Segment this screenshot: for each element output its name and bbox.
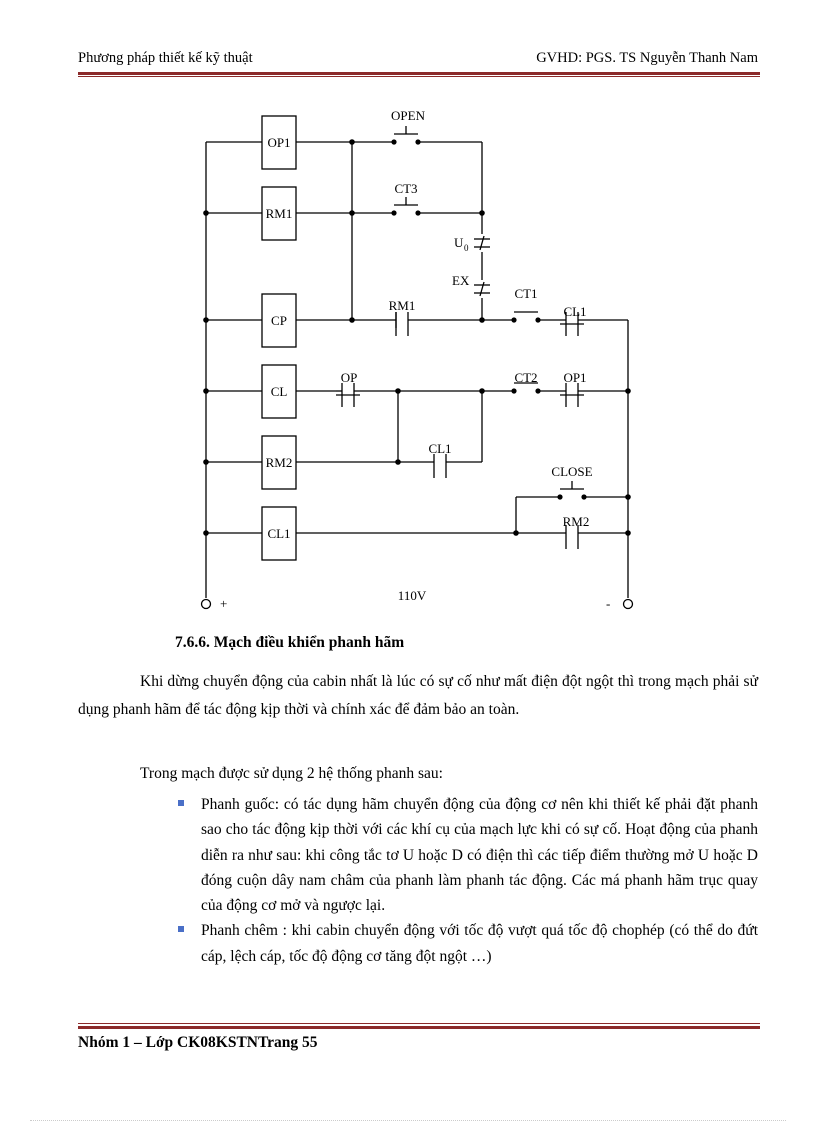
square-bullet-icon [178,800,184,806]
coil-cp-label: CP [271,313,287,328]
footer-group: Nhóm 1 – Lớp CK08KSTN [78,1034,258,1051]
coil-op1-label: OP1 [267,135,291,150]
coil-rm1 [262,187,296,240]
page-boundary [30,1120,786,1121]
list-item [178,918,758,969]
label-op1-contact: OP1 [563,370,587,385]
brake-list [178,792,758,969]
coil-cp [262,294,296,347]
label-ct2: CT2 [514,370,538,385]
label-close: CLOSE [551,464,593,479]
coil-op1 [262,116,296,169]
list-item-text: Phanh chêm : khi cabin chuyển động với tốc độ vượt quá tốc độ chophép (có thể do đứt cáp, lệch cáp, tốc độ động cơ tăng đột ngột …) [201,922,758,965]
label-op: OP [340,370,358,385]
coil-rm1-label: RM1 [265,206,293,221]
footer-rule [78,1026,760,1029]
coil-rm2-label: RM2 [265,455,293,470]
coil-cl1-label: CL1 [267,526,291,541]
label-minus: - [606,596,611,611]
label-cl1-top: CL1 [563,304,587,319]
label-rm2-contact: RM2 [562,514,590,529]
page-footer [78,1034,318,1052]
paragraph-intro: Khi dừng chuyển động của cabin nhất là lúc có sự cố như mất điện đột ngột thì trong mạch phải sử dụng phanh hãm để tác động kịp thời và chính xác để đảm bảo an toàn. [78,673,758,718]
label-ct1: CT1 [514,286,538,301]
coil-cl-label: CL [270,384,288,399]
label-rm1-contact: RM1 [388,298,416,313]
list-item [178,792,758,918]
paragraph-systems: Trong mạch được sử dụng 2 hệ thống phanh sau: [140,765,443,782]
label-u0-subscript: 0 [464,243,469,253]
footer-rule-thin [78,1023,760,1024]
header-course-title: Phương pháp thiết kế kỹ thuật [78,50,253,66]
header-instructor: GVHD: PGS. TS Nguyễn Thanh Nam [536,50,758,66]
label-plus: + [220,596,228,611]
footer-page-number: Trang 55 [257,1034,318,1051]
label-ct3: CT3 [394,181,418,196]
label-u0: U [454,235,464,250]
coil-cl [262,365,296,418]
list-item-text: Phanh guốc: có tác dụng hãm chuyển động của động cơ nên khi thiết kế phải đặt phanh sao cho tác động kịp thời với các khí cụ của mạch lực khi có sự cố. Hoạt động của phanh diễn ra như sau: khi công tắc tơ U hoặc D có điện thì các tiếp điểm thường mở U hoặc D đóng cuộn dây nam châm của phanh làm phanh tác động. Các má phanh hãm trục quay của động cơ mở và ngược lại. [201,796,758,915]
label-cl1-mid: CL1 [428,441,452,456]
label-ex: EX [452,273,470,288]
square-bullet-icon [178,926,184,932]
section-title: 7.6.6. Mạch điều khiển phanh hãm [175,634,405,651]
coil-cl1 [262,507,296,560]
coil-rm2 [262,436,296,489]
label-voltage: 110V [397,588,427,603]
label-open: OPEN [391,108,425,123]
